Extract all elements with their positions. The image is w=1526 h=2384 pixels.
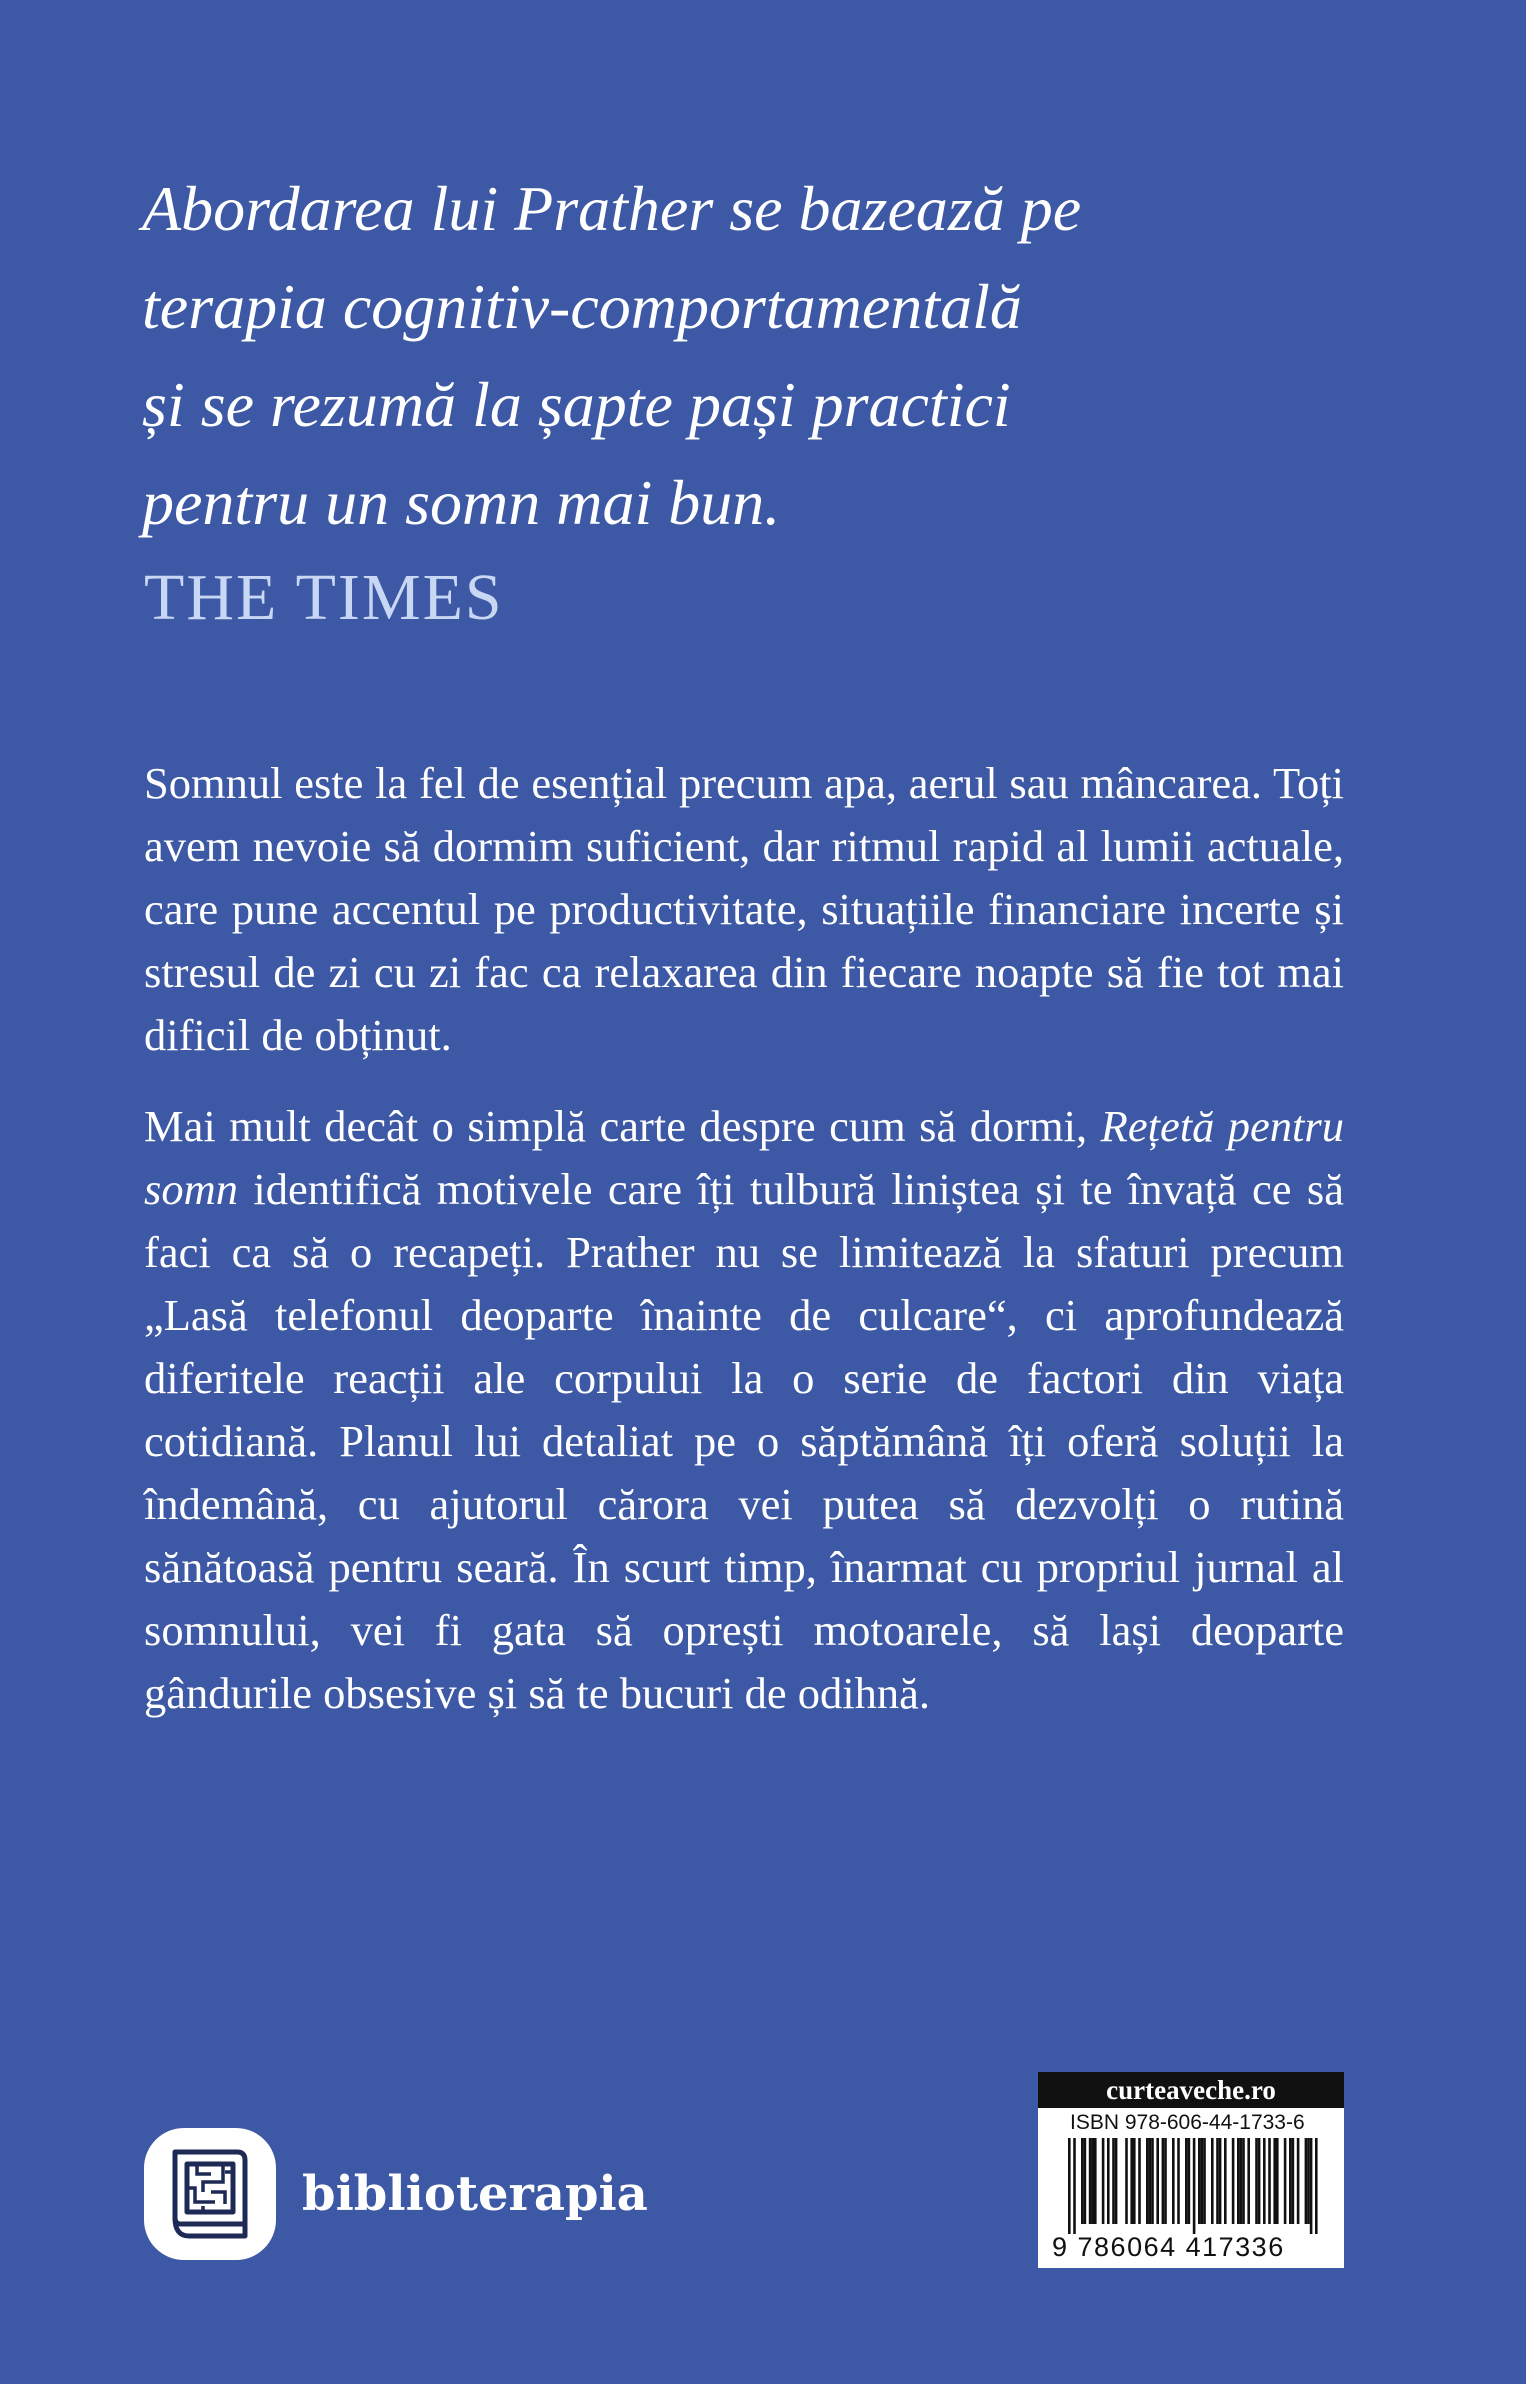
isbn-label: ISBN 978-606-44-1733-6 — [1070, 2111, 1305, 2134]
barcode-bar — [1146, 2138, 1149, 2224]
barcode-bar — [1284, 2138, 1287, 2224]
barcode-bar — [1081, 2138, 1084, 2224]
barcode-bar — [1203, 2138, 1206, 2224]
publisher-website: curteaveche.ro — [1038, 2072, 1344, 2108]
barcode-bars — [1038, 2138, 1344, 2234]
barcode-bar — [1094, 2138, 1097, 2224]
quote-line: pentru un somn mai bun. — [142, 467, 781, 538]
barcode-bar — [1305, 2138, 1308, 2224]
barcode-bar — [1232, 2138, 1235, 2224]
barcode-bar — [1276, 2138, 1279, 2224]
review-quote — [142, 160, 1382, 552]
barcode-bar — [1091, 2138, 1094, 2224]
barcode-bar — [1193, 2138, 1196, 2234]
quote-source: THE TIMES — [144, 561, 504, 634]
barcode-bar — [1216, 2138, 1219, 2224]
barcode-bar — [1292, 2138, 1295, 2224]
book-description — [144, 752, 1344, 1753]
barcode-bar — [1162, 2138, 1165, 2224]
barcode-bar — [1310, 2138, 1313, 2234]
barcode-bar — [1073, 2138, 1076, 2234]
maze-book-icon — [167, 2146, 253, 2242]
barcode-bar — [1151, 2138, 1154, 2224]
quote-line: și se rezumă la șapte pași practici — [142, 369, 1011, 440]
barcode-bar — [1198, 2138, 1201, 2224]
description-text: identifică motivele care îți tulbură liniștea și te învață ce să faci ca să o recapeți. Prather nu se limitează la sfaturi precum „Lasă telefonul deoparte înainte de culcare“, ci aprofundează diferitele reacții ale corpului la o serie de factori din viața cotidiană. Planul lui detaliat pe o săptămână îți oferă soluții la îndemână, cu ajutorul cărora vei putea să dezvolți o rutină sănătoasă pentru seară. În scurt timp, înarmat cu propriul jurnal al somnului, vei fi gata să oprești motoarele, să lași deoparte gândurile obsesive și să te bucuri de odihnă. — [144, 1164, 1344, 1718]
barcode-panel — [1038, 2072, 1344, 2268]
barcode-bar — [1263, 2138, 1266, 2224]
barcode-bar — [1247, 2138, 1250, 2224]
barcode-bar — [1125, 2138, 1128, 2224]
barcode-bar — [1068, 2138, 1071, 2234]
barcode-bar — [1224, 2138, 1227, 2224]
barcode-bar — [1107, 2138, 1110, 2224]
publisher-imprint — [144, 2128, 648, 2260]
barcode-bar — [1240, 2138, 1243, 2224]
barcode-bar — [1315, 2138, 1318, 2234]
barcode-bar — [1112, 2138, 1115, 2224]
quote-line: terapia cognitiv-comportamentală — [142, 271, 1022, 342]
barcode-bar — [1089, 2138, 1092, 2224]
imprint-name: biblioterapia — [302, 2166, 648, 2222]
description-paragraph: Somnul este la fel de esențial precum apa, aerul sau mâncarea. Toți avem nevoie să dormim suficient, dar ritmul rapid al lumii actuale, care pune accentul pe productivitate, situațiile financiare incerte și stresul de zi cu zi fac ca relaxarea din fiecare noapte să fie tot mai dificil de obținut. — [144, 758, 1344, 1060]
barcode-bar — [1188, 2138, 1191, 2224]
barcode-bar — [1130, 2138, 1133, 2224]
description-paragraph — [144, 1095, 1344, 1725]
barcode-bar — [1211, 2138, 1214, 2224]
barcode-bar — [1237, 2138, 1240, 2224]
barcode-bar — [1258, 2138, 1261, 2224]
barcode-bar — [1156, 2138, 1159, 2224]
imprint-logo — [144, 2128, 276, 2260]
barcode-bar — [1307, 2138, 1310, 2224]
barcode-bar — [1255, 2138, 1258, 2224]
quote-line: Abordarea lui Prather se bazează pe — [142, 173, 1082, 244]
barcode-bar — [1115, 2138, 1118, 2224]
barcode-bar — [1102, 2138, 1105, 2224]
book-title: Rețetă pentru somn — [144, 1101, 1344, 1214]
barcode-bar — [1172, 2138, 1175, 2224]
barcode-bar — [1273, 2138, 1276, 2224]
barcode-bar — [1268, 2138, 1271, 2224]
description-text: Mai mult decât o simplă carte despre cum să dormi, — [144, 1101, 1101, 1151]
barcode-bar — [1219, 2138, 1222, 2224]
barcode-bar — [1297, 2138, 1300, 2224]
barcode-bar — [1201, 2138, 1204, 2224]
barcode-bar — [1177, 2138, 1180, 2224]
barcode-bar — [1138, 2138, 1141, 2224]
barcode-bar — [1149, 2138, 1152, 2224]
barcode-bar — [1242, 2138, 1245, 2224]
barcode-bar — [1185, 2138, 1188, 2224]
barcode-digits: 9 786064 417336 — [1052, 2232, 1285, 2262]
barcode-bar — [1133, 2138, 1136, 2224]
barcode-bar — [1164, 2138, 1167, 2224]
barcode-bar — [1289, 2138, 1292, 2224]
barcode-bar — [1084, 2138, 1087, 2224]
